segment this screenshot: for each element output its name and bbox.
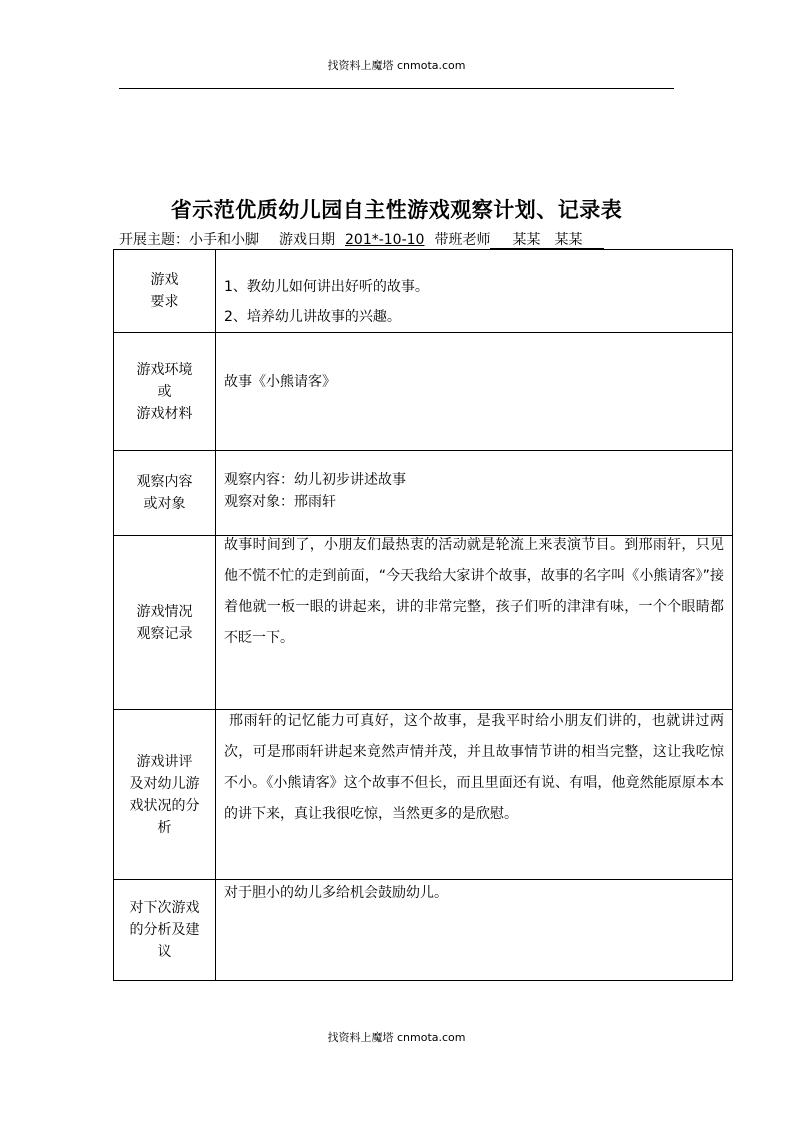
teacher-value: 某某 某某: [490, 233, 604, 249]
row-label-line: 游戏材料: [136, 405, 193, 422]
header-divider: [119, 88, 674, 89]
row-label-line: 戏状况的分: [129, 797, 200, 814]
evaluation-text: 邢雨轩的记忆能力可真好，这个故事，是我平时给小朋友们讲的，也就讲过两次，可是邢雨轩讲起来竟然声情并茂，并且故事情节讲的相当完整，这让我吃惊不小。《小熊请客》这个故事不但长，而且里面还有说、有唱，他竟然能原原本本的讲下来，真让我很吃惊，当然更多的是欣慰。: [224, 713, 725, 822]
page-header: 找资料上魔塔 cnmota.com: [327, 59, 466, 72]
row-label-next-suggestions: [114, 880, 216, 981]
table-row: [114, 710, 733, 880]
table-row: [114, 451, 733, 536]
date-label: 游戏日期: [279, 232, 335, 248]
row-label-line: 对下次游戏: [129, 900, 200, 916]
row-label-environment: [114, 333, 216, 451]
content-line: 2、培养幼儿讲故事的兴趣。: [224, 309, 401, 325]
row-label-line: 或: [157, 383, 172, 400]
row-content-evaluation: [216, 710, 733, 880]
document-title: 省示范优质幼儿园自主性游戏观察计划、记录表: [170, 197, 623, 222]
table-row: [114, 536, 733, 710]
content-line: 观察对象：邢雨轩: [224, 494, 336, 510]
row-label-line: 游戏情况: [136, 603, 193, 620]
observation-record-text: 故事时间到了，小朋友们最热衷的活动就是轮流上来表演节目。到邢雨轩，只见他不慌不忙的走到前面，“今天我给大家讲个故事，故事的名字叫《小熊请客》”接着他就一板一眼的讲起来，讲的非常完整，孩子们听的津津有味，一个个眼睛都不眨一下。: [224, 537, 724, 646]
content-line: 故事《小熊请客》: [224, 374, 336, 390]
row-label-line: 要求: [150, 294, 179, 310]
row-content-next-suggestions: [216, 880, 733, 981]
observation-table: [113, 249, 733, 981]
date-value: 201*-10-10: [345, 232, 425, 248]
row-content-observation-record: [216, 536, 733, 710]
row-label-line: 观察内容: [136, 474, 193, 490]
row-label-observation-record: [114, 536, 216, 710]
row-label-line: 及对幼儿游: [129, 775, 200, 792]
row-label-game-requirements: [114, 250, 216, 333]
row-label-line: 游戏: [150, 272, 179, 288]
content-line: 1、教幼儿如何讲出好听的故事。: [224, 279, 429, 295]
meta-line: [119, 229, 604, 249]
table-row: [114, 250, 733, 333]
row-content-observation-target: [216, 451, 733, 536]
content-line: 对于胆小的幼儿多给机会鼓励幼儿。: [224, 885, 448, 901]
table-row: [114, 880, 733, 981]
row-label-line: 或对象: [143, 496, 186, 512]
table-row: [114, 333, 733, 451]
row-content-game-requirements: [216, 250, 733, 333]
teacher-label: 带班老师: [434, 232, 491, 248]
row-label-line: 游戏环境: [136, 361, 193, 378]
row-label-line: 议: [157, 944, 172, 960]
row-content-environment: [216, 333, 733, 451]
row-label-line: 的分析及建: [129, 922, 200, 938]
row-label-line: 游戏讲评: [136, 753, 193, 770]
row-label-observation-target: [114, 451, 216, 536]
theme-value: 小手和小脚: [189, 232, 259, 248]
row-label-evaluation: [114, 710, 216, 880]
page-footer: 找资料上魔塔 cnmota.com: [327, 1031, 466, 1044]
theme-label: 开展主题：: [119, 232, 189, 248]
content-line: 观察内容：幼儿初步讲述故事: [224, 472, 406, 488]
row-label-line: 观察记录: [136, 625, 193, 642]
row-label-line: 析: [157, 819, 172, 836]
